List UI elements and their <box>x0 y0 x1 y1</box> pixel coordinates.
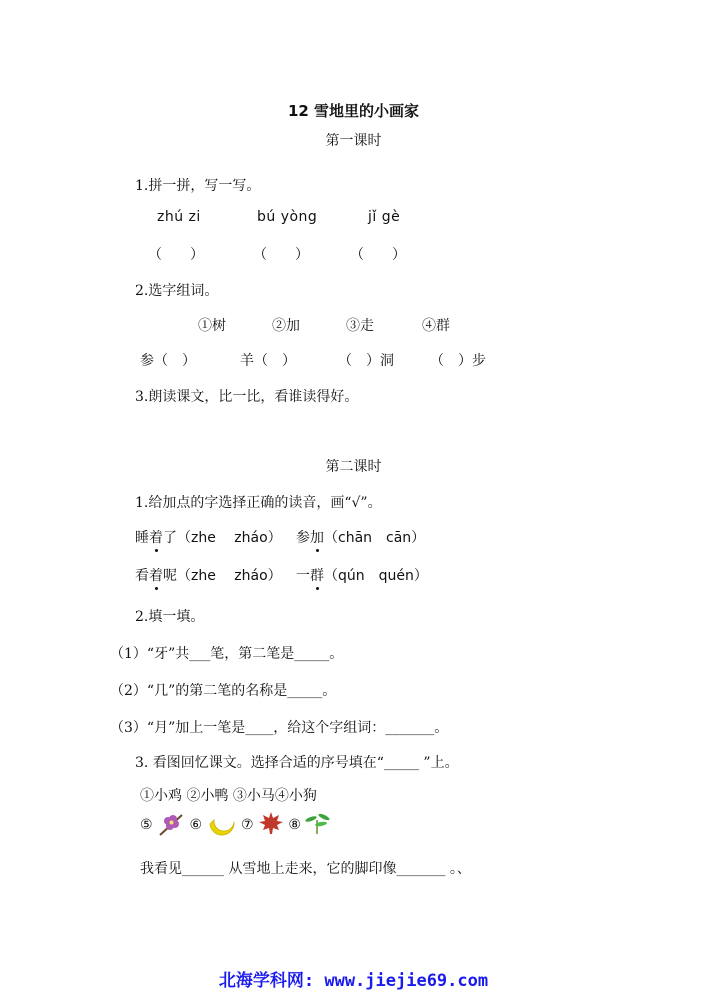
animal-options: ①小鸡 ②小鸭 ③小马④小狗 <box>140 788 317 804</box>
pinyin-2: bú yòng <box>257 209 318 225</box>
pinyin-3: jǐ gè <box>368 209 401 225</box>
reading-row-2: 参加（chān cān） <box>296 527 425 547</box>
lesson2-q1-label: 1.给加点的字选择正确的读音，画“√”。 <box>135 495 382 511</box>
plum-blossom-icon <box>157 809 185 841</box>
lesson1-q2-label: 2.选字组词。 <box>135 283 219 299</box>
option-2: ②加 <box>272 318 300 334</box>
picture-label-5: ⑤ <box>140 817 153 833</box>
picture-label-8: ⑧ <box>288 817 301 833</box>
lesson2-q2-label: 2.填一填。 <box>135 609 205 625</box>
word-item-4: （ ）步 <box>430 353 486 369</box>
page-title: 12 雪地里的小画家 <box>287 102 420 120</box>
fill-sentence: 我看见______ 从雪地上走来，它的脚印像_______ 。、 <box>140 861 471 877</box>
reading-row-4: 一群（qún quén） <box>296 565 428 585</box>
answer-blank-3: （ ） <box>350 247 406 263</box>
reading-row-3: 看着呢（zhe zháo） <box>135 565 282 585</box>
fill-item-2: （2）“几”的第二笔的名称是_____。 <box>110 683 337 699</box>
answer-blank-2: （ ） <box>253 247 309 263</box>
reading-row-1: 睡着了（zhe zháo） <box>135 527 282 547</box>
fill-item-1: （1）“牙”共___笔，第二笔是_____。 <box>110 646 344 662</box>
lesson1-q3-label: 3.朗读课文，比一比，看谁读得好。 <box>135 389 359 405</box>
picture-label-7: ⑦ <box>240 817 254 833</box>
lesson2-q3-label: 3. 看图回忆课文。选择合适的序号填在“_____ ”上。 <box>135 755 459 771</box>
pinyin-1: zhú zi <box>157 209 201 225</box>
option-4: ④群 <box>422 318 450 334</box>
lesson1-q1-label: 1.拼一拼，写一写。 <box>135 178 261 194</box>
answer-blank-1: （ ） <box>148 247 204 263</box>
word-item-3: （ ）洞 <box>338 353 394 369</box>
picture-label-6: ⑥ <box>189 817 203 833</box>
word-item-1: 参（ ） <box>140 353 196 369</box>
lesson2-heading: 第二课时 <box>325 459 382 475</box>
footer-watermark: 北海学科网: www.jiejie69.com <box>218 971 489 991</box>
option-1: ①树 <box>198 318 226 334</box>
fill-item-3: （3）“月”加上一笔是____，给这个字组词：_______。 <box>110 720 449 736</box>
crescent-moon-icon <box>206 808 236 842</box>
picture-options <box>140 808 331 838</box>
bamboo-leaf-icon <box>305 810 331 840</box>
maple-leaf-icon <box>258 810 284 840</box>
word-item-2: 羊（ ） <box>240 353 296 369</box>
option-3: ③走 <box>346 318 374 334</box>
lesson1-heading: 第一课时 <box>325 133 382 149</box>
